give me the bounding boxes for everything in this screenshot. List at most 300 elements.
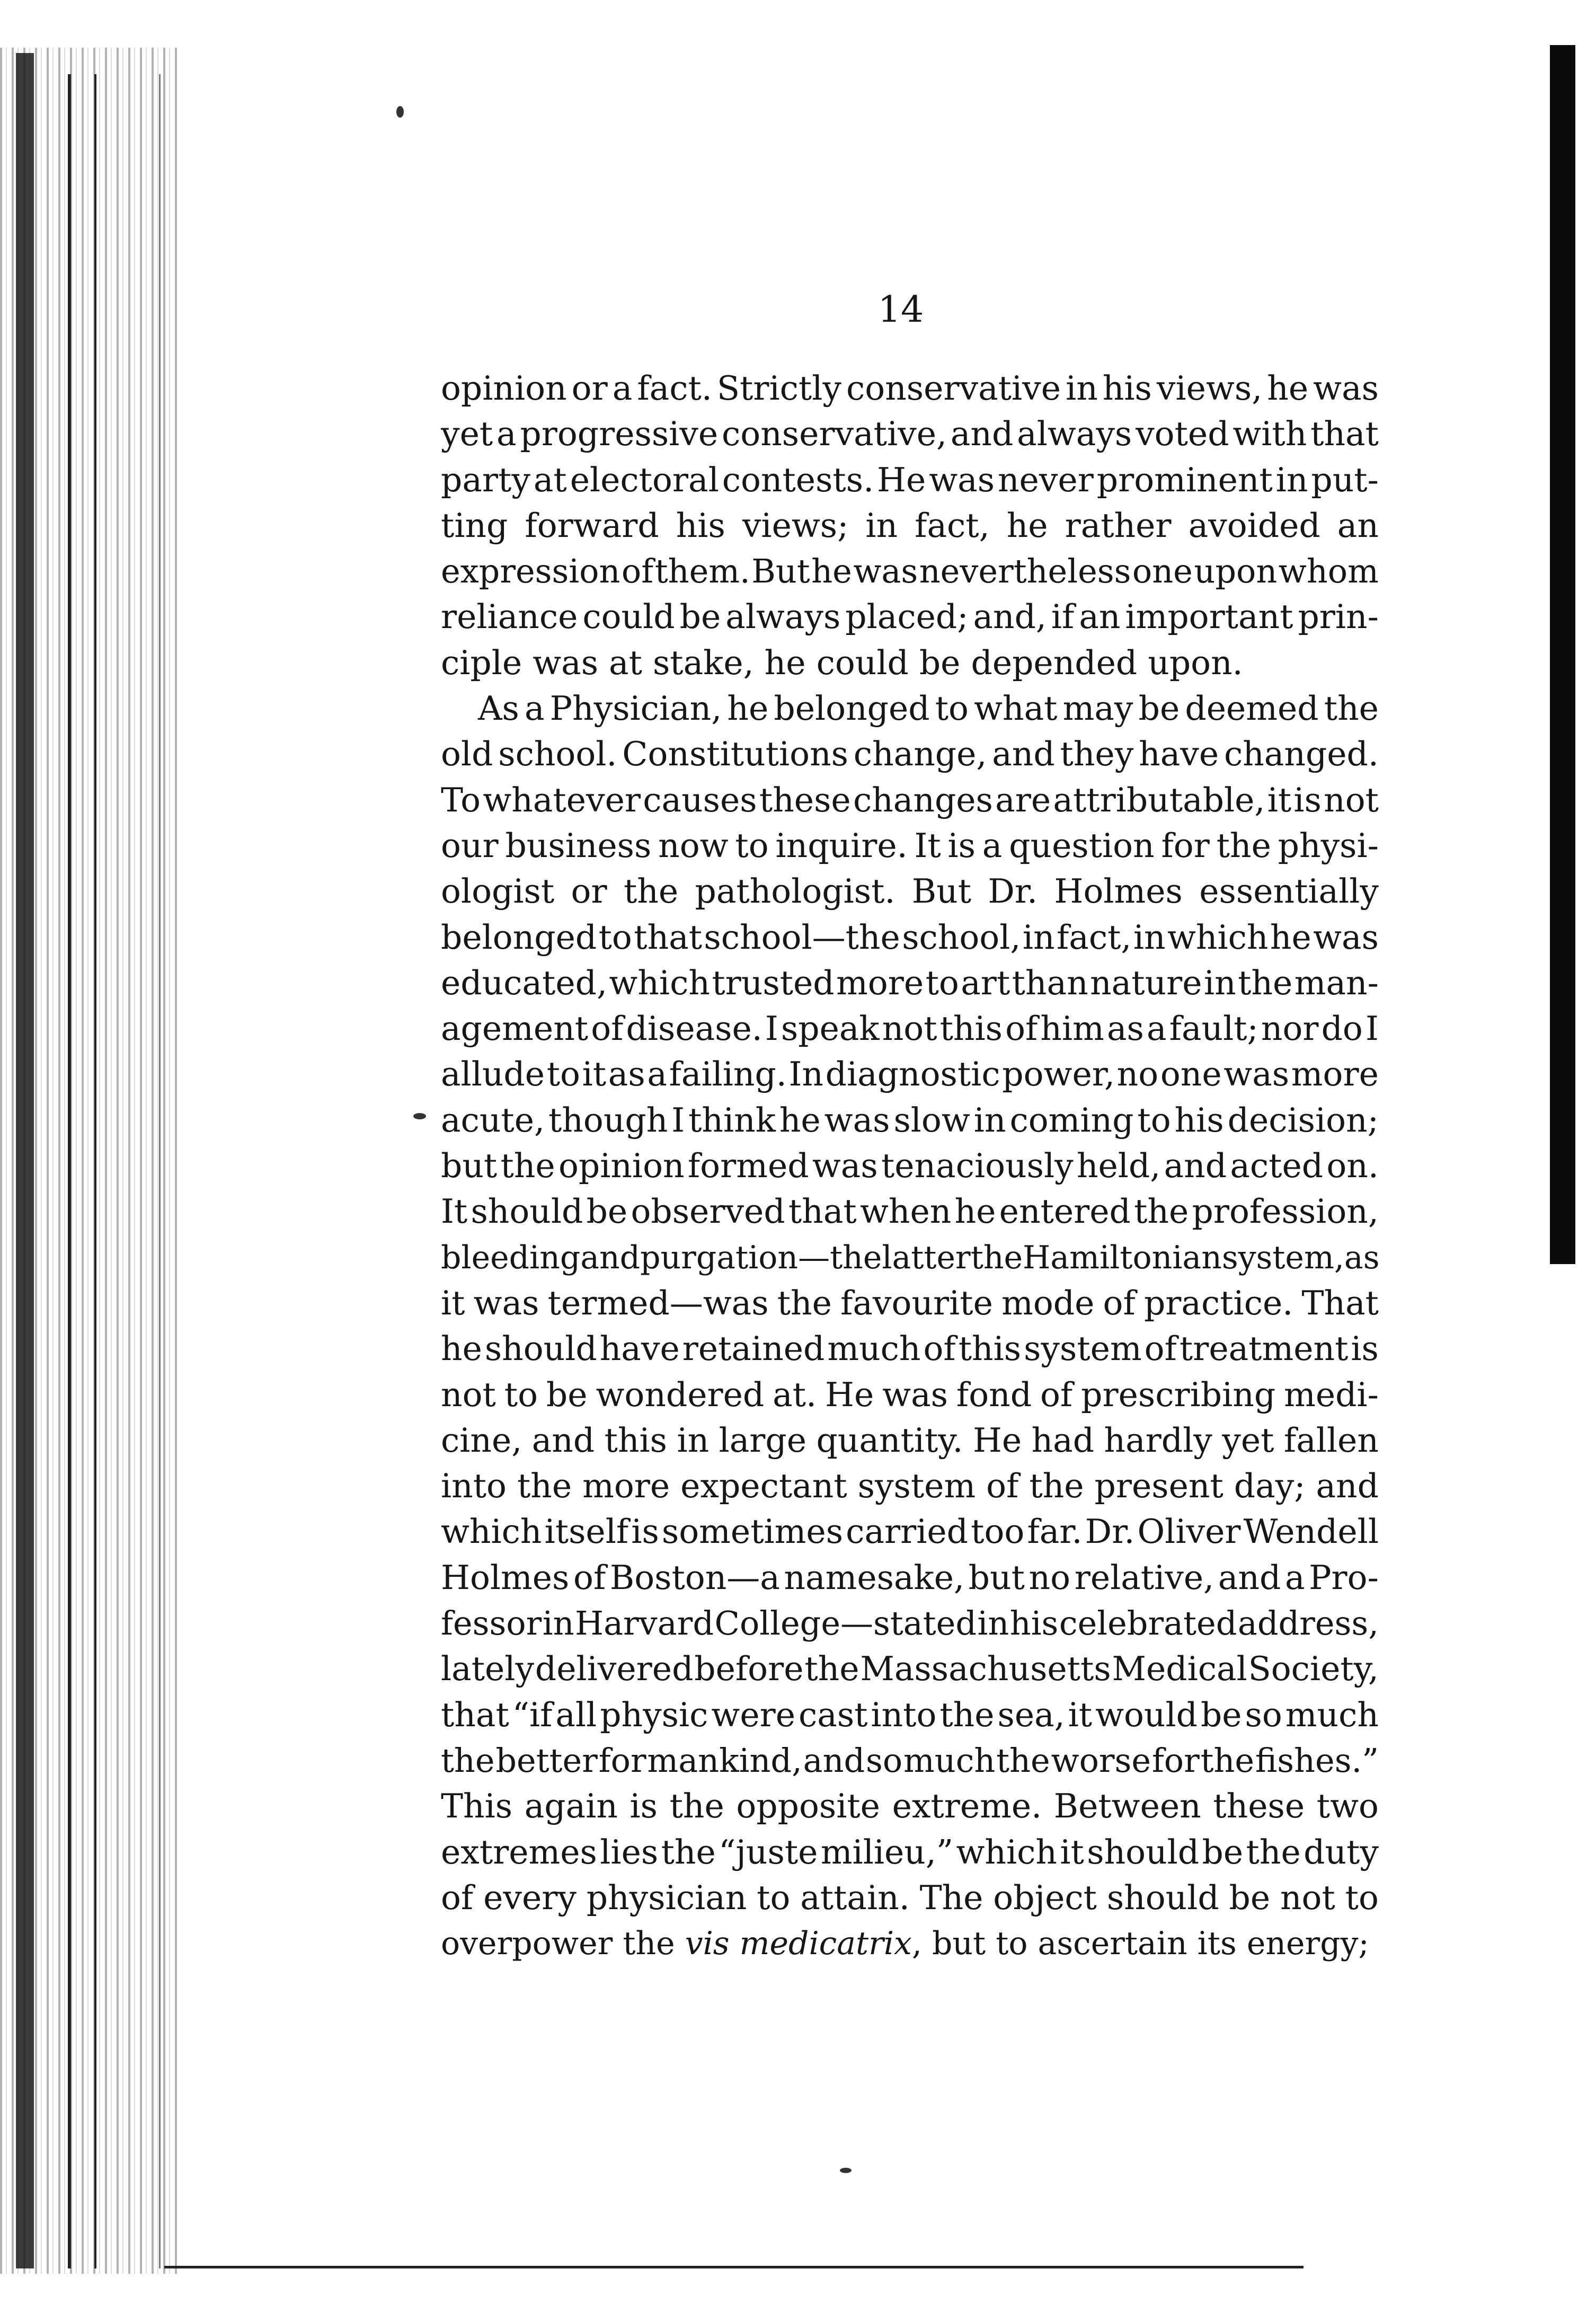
word: into <box>441 1467 507 1506</box>
word: the <box>661 1832 716 1871</box>
word: Massachusetts <box>860 1649 1111 1689</box>
word: disease. <box>626 1009 762 1048</box>
word: belonged <box>441 917 597 957</box>
word: He <box>877 460 926 499</box>
word: coming <box>1009 1100 1134 1140</box>
word: do <box>1321 1009 1363 1048</box>
word: The <box>919 1878 983 1917</box>
word: this <box>958 1329 1022 1369</box>
word: to <box>757 1878 791 1917</box>
word: fact. <box>637 369 712 408</box>
text-line <box>441 1738 1379 1784</box>
word: as <box>1106 1009 1144 1048</box>
word: was <box>929 460 995 499</box>
word: expectant <box>680 1467 847 1506</box>
word: a <box>524 689 545 728</box>
word: the <box>441 1741 495 1780</box>
ink-speck <box>840 2168 852 2173</box>
word: a <box>612 369 633 408</box>
word: at <box>533 460 567 499</box>
text-line <box>441 1189 1379 1234</box>
word: power, <box>1002 1055 1115 1094</box>
word: the <box>517 1467 572 1506</box>
word: that <box>634 917 703 957</box>
word: opposite <box>736 1787 880 1826</box>
word: reliance <box>441 597 578 637</box>
word: the <box>939 1695 995 1734</box>
word: allude <box>441 1055 545 1094</box>
word: failing. <box>669 1055 787 1094</box>
text-line: overpower the vis medicatrix , but to ascertain its energy; <box>441 1921 1379 1966</box>
word: “juste <box>719 1832 818 1871</box>
word: with <box>1233 414 1307 454</box>
word: the <box>1029 1467 1084 1506</box>
word: he <box>811 552 852 591</box>
word: as <box>1344 1239 1380 1276</box>
text-line <box>441 686 1379 731</box>
word: was <box>824 1100 890 1140</box>
word: College—stated <box>714 1604 977 1643</box>
word: system, <box>1221 1239 1344 1276</box>
word: treatment <box>1179 1329 1349 1369</box>
text-line <box>441 1830 1379 1875</box>
word: and, <box>973 597 1047 637</box>
word: was <box>812 1146 878 1186</box>
word: to <box>504 1375 538 1414</box>
word: But <box>751 552 810 591</box>
word: and <box>531 1420 595 1460</box>
word: bleeding <box>441 1239 581 1276</box>
word: prin- <box>1298 597 1379 637</box>
word: question <box>1009 826 1155 865</box>
word: extreme. <box>892 1787 1042 1826</box>
word: practice. <box>1143 1283 1293 1322</box>
word: when <box>859 1192 952 1231</box>
word: conservative, <box>722 414 947 454</box>
word: speak <box>781 1009 880 1048</box>
word: attain. <box>800 1878 910 1917</box>
word: in <box>1066 369 1098 408</box>
word: our <box>441 826 499 865</box>
word: That <box>1301 1283 1379 1322</box>
word: may <box>1062 689 1133 728</box>
word: I <box>671 1100 685 1140</box>
word: his <box>1102 369 1152 408</box>
word: whatever <box>483 780 641 819</box>
word: so <box>1245 1695 1282 1734</box>
word: But <box>911 872 972 911</box>
word: itself <box>544 1512 629 1551</box>
word: it <box>1060 1832 1084 1871</box>
word: Wendell <box>1243 1512 1379 1551</box>
word: of <box>441 1878 474 1917</box>
word: were <box>711 1695 796 1734</box>
word: opinion <box>441 369 567 408</box>
word: whom <box>1278 552 1379 591</box>
ink-speck <box>413 1113 426 1119</box>
word: avoided <box>1188 506 1320 545</box>
word: slow <box>893 1100 970 1140</box>
word: rather <box>1065 506 1172 545</box>
word: As <box>478 689 519 728</box>
word: which <box>441 1512 542 1551</box>
word: ting <box>441 506 508 545</box>
word: they <box>1060 735 1134 774</box>
text-line <box>441 1875 1379 1921</box>
word: yet <box>441 414 493 454</box>
word: retained <box>682 1329 825 1369</box>
word: change, <box>853 735 987 774</box>
text-line <box>441 1235 1379 1281</box>
text-line <box>441 1143 1379 1189</box>
word: he <box>1006 506 1048 545</box>
word: in <box>1275 460 1308 499</box>
text-line <box>441 1509 1379 1555</box>
binding-line <box>94 74 96 2268</box>
word: conservative <box>846 369 1061 408</box>
word: the <box>500 1146 555 1186</box>
word: should <box>1087 1832 1200 1871</box>
word: it <box>1068 1695 1093 1734</box>
word: too <box>971 1512 1025 1551</box>
word: which <box>956 1832 1057 1871</box>
word: fallen <box>1283 1420 1379 1460</box>
word: Harvard <box>575 1604 714 1643</box>
word: not <box>441 1375 496 1414</box>
word: and <box>1316 1467 1379 1506</box>
word: be <box>1229 1878 1271 1917</box>
word: Strictly <box>716 369 841 408</box>
word: he <box>727 689 769 728</box>
word: mankind, <box>647 1741 802 1780</box>
word: in <box>973 1100 1006 1140</box>
word: was <box>473 1283 539 1322</box>
word: of <box>923 1329 956 1369</box>
word: system <box>1024 1329 1142 1369</box>
word: important <box>1125 597 1293 637</box>
word: Physician, <box>549 689 722 728</box>
word: inquire. <box>775 826 908 865</box>
word: hardly <box>1104 1420 1212 1460</box>
word: or <box>571 369 608 408</box>
word: the <box>1246 1832 1301 1871</box>
word: of <box>1005 1009 1038 1048</box>
word: an <box>1079 597 1121 637</box>
word: acted <box>1230 1146 1324 1186</box>
word: he <box>1267 369 1309 408</box>
word: physi- <box>1278 826 1379 865</box>
word: duty <box>1304 1832 1379 1871</box>
word: fessor <box>441 1604 542 1643</box>
word: forward <box>525 506 659 545</box>
word: school—the <box>704 917 900 957</box>
word: to <box>925 963 959 1002</box>
word: it <box>441 1283 465 1322</box>
word: purgation—the <box>640 1239 882 1276</box>
text-line <box>441 1281 1379 1326</box>
word: it <box>582 1055 607 1094</box>
word: business <box>505 826 652 865</box>
word: system <box>857 1467 976 1506</box>
word: profession, <box>1192 1192 1379 1231</box>
word: in <box>1133 917 1166 957</box>
word: Between <box>1053 1787 1201 1826</box>
word: not <box>1324 780 1379 819</box>
text-line <box>441 1372 1379 1418</box>
word: much <box>903 1741 996 1780</box>
word: progressive <box>520 414 719 454</box>
word: of <box>621 552 654 591</box>
word: in <box>1203 963 1236 1002</box>
word: and <box>803 1741 865 1780</box>
word: Oliver <box>1137 1512 1241 1551</box>
word: put- <box>1311 460 1379 499</box>
word: one <box>1160 1055 1222 1094</box>
word: always <box>1017 414 1132 454</box>
word: Constitutions <box>622 735 848 774</box>
word: that <box>441 1695 509 1734</box>
word: which <box>1167 917 1269 957</box>
word: are <box>995 780 1051 819</box>
word: think <box>688 1100 776 1140</box>
word: would <box>1095 1695 1198 1734</box>
word: more <box>582 1467 670 1506</box>
word: cast <box>798 1695 868 1734</box>
word: be <box>586 1192 628 1231</box>
word: trusted <box>712 963 835 1002</box>
word: than <box>1012 963 1088 1002</box>
binding-line <box>159 74 161 2268</box>
word: formed <box>687 1146 809 1186</box>
word: so <box>866 1741 903 1780</box>
word: for <box>598 1741 646 1780</box>
word: much <box>827 1329 921 1369</box>
body-text <box>441 366 1379 1966</box>
word: milieu,” <box>820 1832 954 1871</box>
word: nevertheless <box>919 552 1131 591</box>
word: was <box>853 552 918 591</box>
word: observed <box>631 1192 785 1231</box>
word: was <box>1313 917 1379 957</box>
word: for <box>1151 1741 1200 1780</box>
word: not <box>1280 1878 1335 1917</box>
word: I <box>1365 1009 1379 1048</box>
word: of <box>573 1558 606 1597</box>
word: that <box>1310 414 1379 454</box>
word: sometimes <box>661 1512 844 1551</box>
text-line <box>441 1784 1379 1829</box>
word: I <box>765 1009 778 1048</box>
word: in <box>677 1420 710 1460</box>
word: the <box>1324 689 1379 728</box>
word: contests. <box>722 460 874 499</box>
word: but <box>968 1558 1025 1597</box>
word: worse <box>1051 1741 1151 1780</box>
word: is <box>1293 780 1322 819</box>
word: large <box>719 1420 807 1460</box>
word: have <box>599 1329 680 1369</box>
word: upon <box>1194 552 1278 591</box>
text-line <box>441 1601 1379 1646</box>
word: have <box>1139 735 1219 774</box>
word: them. <box>654 552 750 591</box>
word: To <box>441 780 481 819</box>
text-line <box>441 778 1379 823</box>
word: In <box>788 1055 823 1094</box>
text-line <box>441 411 1379 457</box>
word: lately <box>441 1649 535 1689</box>
word: Medical <box>1112 1649 1247 1689</box>
word: now <box>658 826 729 865</box>
word: mode <box>1001 1283 1095 1322</box>
word: of <box>1144 1329 1177 1369</box>
word: this <box>604 1420 668 1460</box>
word: medi- <box>1284 1375 1379 1414</box>
word: of <box>1103 1283 1136 1322</box>
word: and <box>580 1239 641 1276</box>
word: He <box>825 1375 874 1414</box>
word: is <box>947 826 976 865</box>
word: expression <box>441 552 620 591</box>
word: delivered <box>535 1649 694 1689</box>
word: the <box>1134 1192 1189 1231</box>
word: the <box>970 1239 1023 1276</box>
word: school. <box>498 735 617 774</box>
word: views; <box>742 506 849 545</box>
page-bottom-rule <box>164 2266 1304 2268</box>
word: ologist <box>441 872 555 911</box>
word: lies <box>600 1832 659 1871</box>
word: the <box>669 1787 724 1826</box>
text-line <box>441 503 1379 549</box>
word: be <box>679 597 721 637</box>
word: the <box>996 1741 1050 1780</box>
word: him <box>1040 1009 1104 1048</box>
word: fishes.” <box>1255 1741 1379 1780</box>
word: Hamiltonian <box>1022 1239 1222 1276</box>
word: every <box>483 1878 577 1917</box>
text-line <box>441 1463 1379 1509</box>
text-line <box>441 1646 1379 1692</box>
word: present <box>1094 1467 1223 1506</box>
word: a <box>647 1055 667 1094</box>
word: more <box>1291 1055 1379 1094</box>
word: Boston—a <box>609 1558 780 1597</box>
word: of <box>1040 1375 1073 1414</box>
word: of <box>986 1467 1019 1506</box>
word: and <box>1164 1146 1227 1186</box>
word: in <box>977 1604 1009 1643</box>
word: old <box>441 735 493 774</box>
word: extremes <box>441 1832 597 1871</box>
word: views, <box>1156 369 1263 408</box>
word: one <box>1132 552 1193 591</box>
word: the <box>777 1283 832 1322</box>
word: the <box>1216 826 1271 865</box>
word: to <box>546 1055 580 1094</box>
word: a <box>982 826 1003 865</box>
word: termed—was <box>547 1283 769 1322</box>
word: he <box>1270 917 1311 957</box>
word: cine, <box>441 1420 522 1460</box>
word: all <box>555 1695 597 1734</box>
text-line <box>441 1326 1379 1372</box>
text-line: ciple was at stake, he could be depended upon. <box>441 643 1243 682</box>
word: pathologist. <box>695 872 895 911</box>
word: fact, <box>915 506 990 545</box>
word: is <box>631 1512 659 1551</box>
word: the <box>1200 1741 1255 1780</box>
word: acute, <box>441 1100 545 1140</box>
word: man- <box>1294 963 1379 1002</box>
word: his <box>676 506 725 545</box>
word: these <box>759 780 851 819</box>
word: his <box>1009 1604 1059 1643</box>
word: a <box>496 414 517 454</box>
word: Pro- <box>1309 1558 1379 1597</box>
text-line <box>441 1692 1379 1738</box>
word: nature <box>1090 963 1202 1002</box>
word: at. <box>773 1375 817 1414</box>
word: to <box>735 826 769 865</box>
word: school, <box>902 917 1021 957</box>
word: yet <box>1222 1420 1274 1460</box>
word: an <box>1337 506 1379 545</box>
word: the <box>804 1649 859 1689</box>
word: favourite <box>840 1283 993 1322</box>
word: he <box>954 1192 996 1231</box>
word: was <box>1223 1055 1290 1094</box>
word: carried <box>846 1512 968 1551</box>
binding-edge <box>16 53 34 2268</box>
binding-line <box>68 74 71 2268</box>
word: is <box>1351 1329 1379 1369</box>
text-line <box>441 1052 1379 1097</box>
word: should <box>1106 1878 1219 1917</box>
word: It <box>914 826 941 865</box>
word: a <box>1146 1009 1167 1048</box>
word: was <box>1313 369 1379 408</box>
word: two <box>1316 1787 1379 1826</box>
word: though <box>548 1100 668 1140</box>
word: which <box>609 963 710 1002</box>
word: agement <box>441 1009 589 1048</box>
text-line <box>441 1555 1379 1601</box>
word: he <box>441 1329 482 1369</box>
word: celebrated <box>1059 1604 1237 1643</box>
word: should <box>484 1329 597 1369</box>
word: could <box>582 597 675 637</box>
word: before <box>694 1649 804 1689</box>
word: his <box>1174 1100 1224 1140</box>
word: deemed <box>1185 689 1319 728</box>
word: was <box>882 1375 948 1414</box>
word: belonged <box>774 689 930 728</box>
word: This <box>441 1787 513 1826</box>
word: prominent <box>1096 460 1273 499</box>
text-line <box>441 457 1379 503</box>
word: he <box>779 1100 821 1140</box>
word: sea, <box>997 1695 1065 1734</box>
word: address, <box>1237 1604 1379 1643</box>
word: on. <box>1326 1146 1379 1186</box>
word: far. <box>1027 1512 1083 1551</box>
text-line <box>441 731 1379 777</box>
word: should <box>471 1192 583 1231</box>
word: and <box>950 414 1014 454</box>
word: fault; <box>1169 1009 1258 1048</box>
word: to <box>598 917 632 957</box>
